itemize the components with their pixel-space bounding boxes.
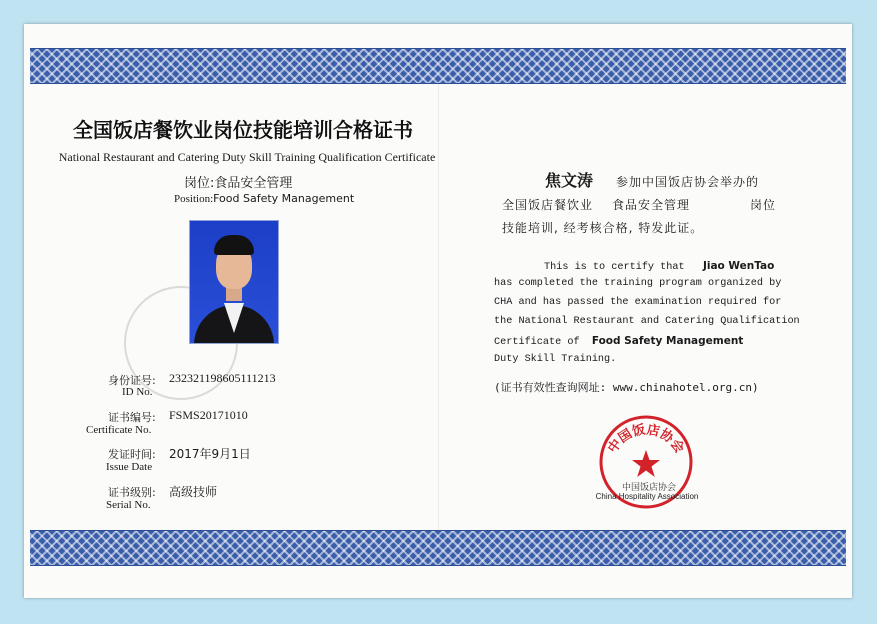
statement-line-2c: 岗位	[750, 198, 777, 212]
en-line-5	[494, 335, 743, 348]
statement-line-2b: 食品安全管理	[612, 198, 691, 212]
serial-value: 高级技师	[169, 485, 218, 499]
serial-label-en: Serial No.	[106, 499, 151, 511]
en-line-4: the National Restaurant and Catering Qualification	[494, 316, 800, 327]
seal-text-cn: 中国饭店协会	[605, 422, 687, 457]
position-value-en: Food Safety Management	[213, 192, 355, 205]
issue-date-label-cn: 发证时间:	[108, 448, 156, 461]
id-label-cn: 身份证号:	[108, 374, 156, 387]
seal-sub-cn: 中国饭店协会	[621, 483, 676, 493]
position-value-cn: 食品安全管理	[214, 176, 293, 191]
en-line-1	[544, 260, 774, 273]
top-decorative-band	[30, 48, 846, 84]
position-en	[174, 192, 354, 205]
holder-photo	[189, 220, 279, 344]
en-line-1-text: This is to certify that	[544, 262, 685, 273]
serial-label-cn: 证书级别:	[108, 486, 156, 499]
en-line-2: has completed the training program organized by	[494, 278, 782, 289]
statement-line-1: 参加中国饭店协会举办的	[616, 175, 760, 189]
issue-date-label-en: Issue Date	[106, 461, 153, 473]
verification-url: (证书有效性查询网址: www.chinahotel.org.cn)	[494, 381, 759, 394]
position-cn	[184, 172, 292, 191]
certificate-paper	[24, 24, 852, 598]
en-line-3: CHA and has passed the examination required for	[494, 297, 782, 308]
bottom-decorative-band	[30, 530, 846, 566]
id-value: 232321198605111213	[169, 371, 276, 385]
certificate-no-label-en: Certificate No.	[86, 424, 152, 436]
en-line-5-text: Certificate of	[494, 337, 580, 348]
seal-text-en: China Hospitality Association	[595, 492, 699, 501]
statement-line-2a: 全国饭店餐饮业	[502, 198, 594, 212]
certificate-title-cn: 全国饭店餐饮业岗位技能培训合格证书	[73, 118, 413, 142]
certificate-no-value: FSMS20171010	[169, 408, 248, 422]
en-holder-name: Jiao WenTao	[702, 260, 775, 272]
statement-line-3: 技能培训, 经考核合格, 特发此证。	[502, 221, 704, 235]
en-line-6: Duty Skill Training.	[494, 354, 617, 365]
certificate-no-label-cn: 证书编号:	[108, 411, 156, 424]
certificate-title-en: National Restaurant and Catering Duty Skill Training Qualification Certificate	[58, 150, 436, 164]
holder-name-cn: 焦文涛	[545, 171, 594, 190]
issue-date-value: 2017年9月1日	[169, 447, 251, 461]
en-position: Food Safety Management	[591, 335, 744, 347]
position-label-en: Position:	[174, 193, 214, 205]
id-label-en: ID No.	[122, 386, 153, 398]
position-label-cn: 岗位:	[184, 176, 215, 191]
